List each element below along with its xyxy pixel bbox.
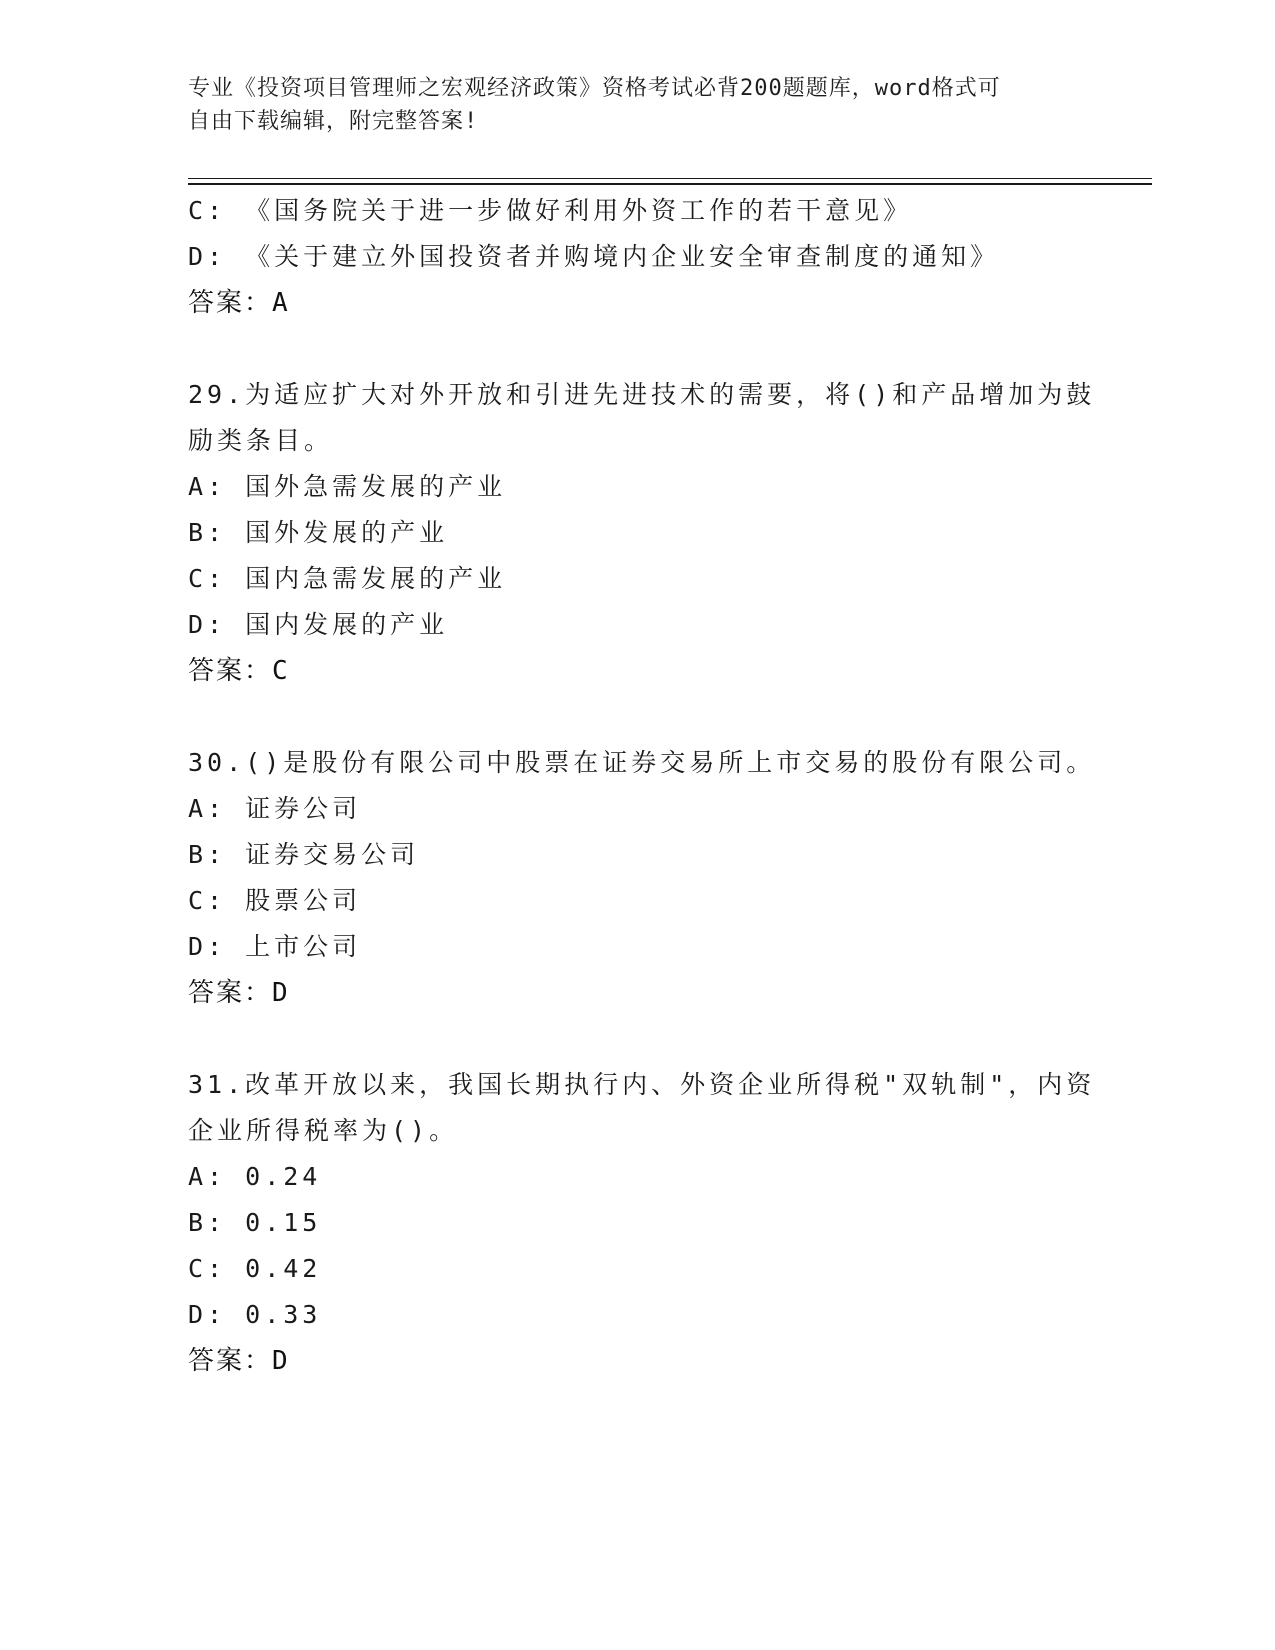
answer-value: D [272, 978, 290, 1008]
answer-value: D [272, 1346, 290, 1376]
answer-line [188, 1338, 1088, 1384]
answer-value: C [272, 656, 290, 686]
document-body [188, 188, 1096, 1384]
answer-label: 答案： [188, 288, 273, 318]
answer-label: 答案： [188, 1346, 273, 1376]
option-d: D: 《关于建立外国投资者并购境内企业安全审查制度的通知》 [188, 242, 1000, 271]
option-a: A: 证券公司 [188, 794, 362, 823]
question-28-continued [188, 188, 1088, 326]
option-a: A: 国外急需发展的产业 [188, 472, 507, 501]
option-a: A: 0.24 [188, 1162, 322, 1191]
option-b: B: 证券交易公司 [188, 840, 420, 869]
option-c: C: 国内急需发展的产业 [188, 564, 507, 593]
option-d: D: 国内发展的产业 [188, 610, 449, 639]
answer-line [188, 648, 1088, 694]
answer-label: 答案： [188, 656, 273, 686]
question-31 [188, 1062, 1096, 1384]
option-c: C: 股票公司 [188, 886, 362, 915]
option-c: C: 0.42 [188, 1254, 322, 1283]
option-d: D: 0.33 [188, 1300, 322, 1329]
question-30 [188, 740, 1096, 1016]
answer-line [188, 280, 1088, 326]
option-b: B: 0.15 [188, 1208, 322, 1237]
question-stem-line-2: 企业所得税率为()。 [188, 1116, 459, 1145]
answer-line [188, 970, 1088, 1016]
header-divider-thin [188, 178, 1152, 179]
header-line-2: 自由下载编辑，附完整答案! [188, 109, 479, 134]
question-stem-line-1: 31.改革开放以来，我国长期执行内、外资企业所得税"双轨制"，内资 [188, 1070, 1096, 1099]
question-stem-line-2: 励类条目。 [188, 426, 334, 455]
header-divider-thick [188, 183, 1152, 185]
document-header [188, 72, 1068, 138]
question-29 [188, 372, 1096, 694]
option-c: C: 《国务院关于进一步做好利用外资工作的若干意见》 [188, 196, 913, 225]
answer-label: 答案： [188, 978, 273, 1008]
option-d: D: 上市公司 [188, 932, 362, 961]
question-stem-line-1: 29.为适应扩大对外开放和引进先进技术的需要，将()和产品增加为鼓 [188, 380, 1096, 409]
header-line-1: 专业《投资项目管理师之宏观经济政策》资格考试必背200题题库，word格式可 [188, 76, 1001, 101]
option-b: B: 国外发展的产业 [188, 518, 449, 547]
answer-value: A [272, 288, 290, 318]
question-stem-line-1: 30.()是股份有限公司中股票在证券交易所上市交易的股份有限公司。 [188, 748, 1096, 777]
